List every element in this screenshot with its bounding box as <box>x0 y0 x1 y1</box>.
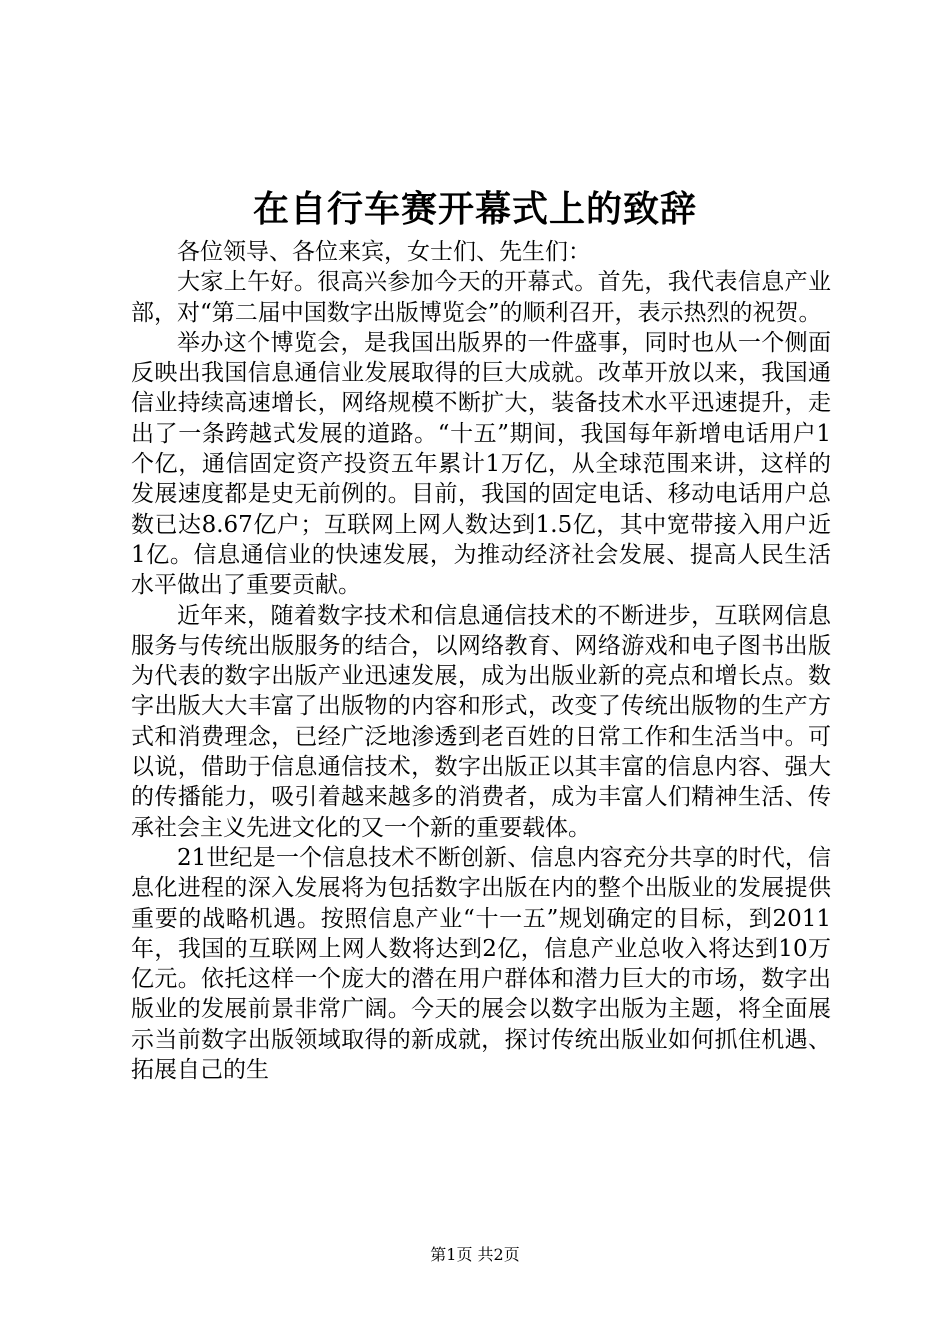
document-body <box>131 237 831 1085</box>
salutation-paragraph: 各位领导、各位来宾，女士们、先生们： <box>177 239 591 265</box>
body-paragraph: 举办这个博览会，是我国出版界的一件盛事，同时也从一个侧面反映出我国信息通信业发展取得的巨大成就。改革开放以来，我国通信业持续高速增长，网络规模不断扩大，装备技术水平迅速提升，走出了一条跨越式发展的道路。“十五”期间，我国每年新增电话用户1个亿，通信固定资产投资五年累计1万亿，从全球范围来讲，这样的发展速度都是史无前例的。目前，我国的固定电话、移动电话用户总数已达8.67亿户；互联网上网人数达到1.5亿，其中宽带接入用户近1亿。信息通信业的快速发展，为推动经济社会发展、提高人民生活水平做出了重要贡献。 <box>131 329 831 599</box>
document-title: 在自行车赛开幕式上的致辞 <box>252 188 697 230</box>
body-paragraph: 21世纪是一个信息技术不断创新、信息内容充分共享的时代，信息化进程的深入发展将为包括数字出版在内的整个出版业的发展提供重要的战略机遇。按照信息产业“十一五”规划确定的目标，到2011年，我国的互联网上网人数将达到2亿，信息产业总收入将达到10万亿元。依托这样一个庞大的潜在用户群体和潜力巨大的市场，数字出版业的发展前景非常广阔。今天的展会以数字出版为主题，将全面展示当前数字出版领域取得的新成就，探讨传统出版业如何抓住机遇、拓展自己的生 <box>131 844 831 1084</box>
page-number-footer: 第1页 共2页 <box>430 1245 520 1264</box>
body-paragraph: 大家上午好。很高兴参加今天的开幕式。首先，我代表信息产业部，对“第二届中国数字出版博览会”的顺利召开，表示热烈的祝贺。 <box>131 269 831 326</box>
body-paragraph: 近年来，随着数字技术和信息通信技术的不断进步，互联网信息服务与传统出版服务的结合，以网络教育、网络游戏和电子图书出版为代表的数字出版产业迅速发展，成为出版业新的亮点和增长点。数字出版大大丰富了出版物的内容和形式，改变了传统出版物的生产方式和消费理念，已经广泛地渗透到老百姓的日常工作和生活当中。可以说，借助于信息通信技术，数字出版正以其丰富的信息内容、强大的传播能力，吸引着越来越多的消费者，成为丰富人们精神生活、传承社会主义先进文化的又一个新的重要载体。 <box>131 602 831 841</box>
